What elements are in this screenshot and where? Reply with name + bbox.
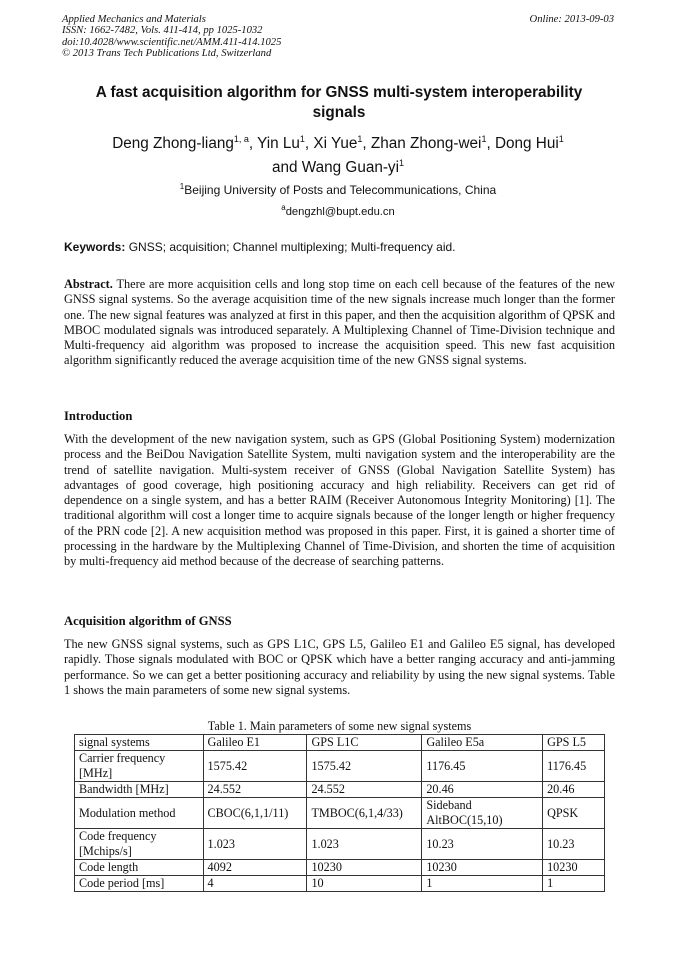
table-cell: 1: [422, 876, 543, 892]
table-cell: 1: [543, 876, 605, 892]
affiliation-text: Beijing University of Posts and Telecommunications, China: [184, 183, 497, 197]
table-cell: 4: [203, 876, 307, 892]
parameters-table: [74, 734, 605, 892]
author-name: and Wang Guan-yi: [272, 159, 399, 176]
table-header-cell: Galileo E5a: [422, 735, 543, 751]
introduction-body: With the development of the new navigation system, such as GPS (Global Positioning System) modernization process and the BeiDou Navigation Satellite System, multi navigation system and the interoperability are the trend of satellite navigation. Multi-system receiver of GNSS (Global Navigation Satellite System) has advantages of good coverage, high positioning accuracy and high reliability. Receivers can get rid of dependence on a single system, and has a better RAIM (Receiver Autonomous Integrity Monitoring) [1]. The traditional algorithm will cost a longer time to acquire signals because of the longer length or higher frequency of the PRN code [2]. A new acquisition method was proposed in this paper. First, it is gained a shorter time of processing in the hardware by the Multiplexing Channel of Time-Division, and shorten the time of acquisition by multi-frequency aid method because of the decrease of searching patterns.: [64, 432, 615, 569]
table-cell: Modulation method: [75, 798, 204, 829]
paper-title: A fast acquisition algorithm for GNSS multi-system interoperability signals: [95, 84, 583, 121]
table-cell: 10: [307, 876, 422, 892]
author-name: Zhan Zhong-wei: [370, 135, 482, 152]
abstract-text: There are more acquisition cells and long stop time on each cell because of the features of the new GNSS signal systems. So the average acquisition time of the new signals increase much longer than the former one. The new signal features was analyzed at first in this paper, and then the acquisition algorithm of QPSK and MBOC modulated signals was introduced separately. A Multiplexing Channel of Time-Division technique and Multi-frequency aid algorithm was proposed to increase the acquisition speed. This new fast acquisition algorithm significantly reduced the average acquisition time of the new GNSS signal systems.: [64, 277, 615, 368]
table-cell: 10230: [422, 860, 543, 876]
table-cell: 10230: [543, 860, 605, 876]
table-cell: Bandwidth [MHz]: [75, 782, 204, 798]
table-cell: 1575.42: [307, 751, 422, 782]
email-mark: a: [281, 203, 286, 212]
author-separator: ,: [362, 135, 371, 152]
author-affiliation-mark: 1: [299, 134, 305, 144]
table-row: [75, 798, 605, 829]
table-caption: Table 1. Main parameters of some new signal systems: [207, 719, 472, 733]
journal-name: Applied Mechanics and Materials: [62, 14, 206, 25]
author-affiliation-mark: 1: [481, 134, 487, 144]
email-address: dengzhl@bupt.edu.cn: [285, 206, 395, 218]
table-cell: 1176.45: [422, 751, 543, 782]
table-cell: 24.552: [203, 782, 307, 798]
table-cell: 20.46: [543, 782, 605, 798]
author-affiliation-mark: 1, a: [233, 134, 249, 144]
author-name: Xi Yue: [313, 135, 358, 152]
table-row: [75, 782, 605, 798]
table-cell: 20.46: [422, 782, 543, 798]
author-separator: ,: [486, 135, 495, 152]
table-cell: 4092: [203, 860, 307, 876]
doi-line: doi:10.4028/www.scientific.net/AMM.411-414.1025: [62, 36, 282, 48]
author-name: Yin Lu: [257, 135, 300, 152]
table-row: [75, 876, 605, 892]
table-header-row: [75, 735, 605, 751]
table-row: [75, 860, 605, 876]
abstract-label: Abstract.: [64, 277, 113, 291]
affiliation: [62, 183, 614, 197]
keywords: [64, 240, 616, 254]
author-email: [62, 203, 614, 218]
table-cell: 1.023: [203, 829, 307, 860]
table-cell: 10.23: [543, 829, 605, 860]
table-cell: 10.23: [422, 829, 543, 860]
table-cell: Code length: [75, 860, 204, 876]
table-cell: 1176.45: [543, 751, 605, 782]
table-cell: Carrier frequency [MHz]: [75, 751, 204, 782]
table-cell: Sideband AltBOC(15,10): [422, 798, 543, 829]
copyright-line: © 2013 Trans Tech Publications Ltd, Switzerland: [62, 48, 272, 60]
introduction-heading: Introduction: [64, 409, 133, 423]
table-header-cell: signal systems: [75, 735, 204, 751]
author-affiliation-mark: 1: [558, 134, 564, 144]
table-header-cell: GPS L5: [543, 735, 605, 751]
table-cell: QPSK: [543, 798, 605, 829]
author-name: Deng Zhong-liang: [112, 135, 234, 152]
table-row: [75, 751, 605, 782]
online-date: Online: 2013-09-03: [529, 14, 614, 25]
author-affiliation-mark: 1: [398, 158, 404, 168]
author-line-1: [62, 132, 614, 156]
table-cell: Code frequency [Mchips/s]: [75, 829, 204, 860]
author-name: Dong Hui: [494, 135, 559, 152]
issn-line: ISSN: 1662-7482, Vols. 411-414, pp 1025-1032: [62, 25, 263, 37]
table-cell: 1575.42: [203, 751, 307, 782]
author-line-2: [62, 156, 614, 180]
acquisition-body: The new GNSS signal systems, such as GPS L1C, GPS L5, Galileo E1 and Galileo E5 signal, has developed rapidly. Those signals modulated with BOC or QPSK which have a better ranging accuracy and anti-jamming performance. So we can get a better positioning accuracy and reliability by using the new signal systems. Table 1 shows the main parameters of some new signal systems.: [64, 637, 615, 697]
affiliation-mark: 1: [179, 182, 185, 191]
table-header-cell: Galileo E1: [203, 735, 307, 751]
table-cell: Code period [ms]: [75, 876, 204, 892]
acquisition-heading: Acquisition algorithm of GNSS: [64, 614, 232, 628]
author-separator: ,: [304, 135, 314, 152]
table-cell: CBOC(6,1,1/11): [203, 798, 307, 829]
table-cell: TMBOC(6,1,4/33): [307, 798, 422, 829]
table-cell: 10230: [307, 860, 422, 876]
author-list: [62, 132, 614, 180]
table-row: [75, 829, 605, 860]
running-header: [62, 14, 614, 60]
table-cell: 1.023: [307, 829, 422, 860]
author-affiliation-mark: 1: [357, 134, 363, 144]
table-cell: 24.552: [307, 782, 422, 798]
keywords-text: GNSS; acquisition; Channel multiplexing; Multi-frequency aid.: [125, 240, 456, 254]
table-header-cell: GPS L1C: [307, 735, 422, 751]
keywords-label: Keywords:: [64, 240, 126, 254]
author-separator: ,: [248, 135, 258, 152]
abstract: [64, 277, 615, 369]
